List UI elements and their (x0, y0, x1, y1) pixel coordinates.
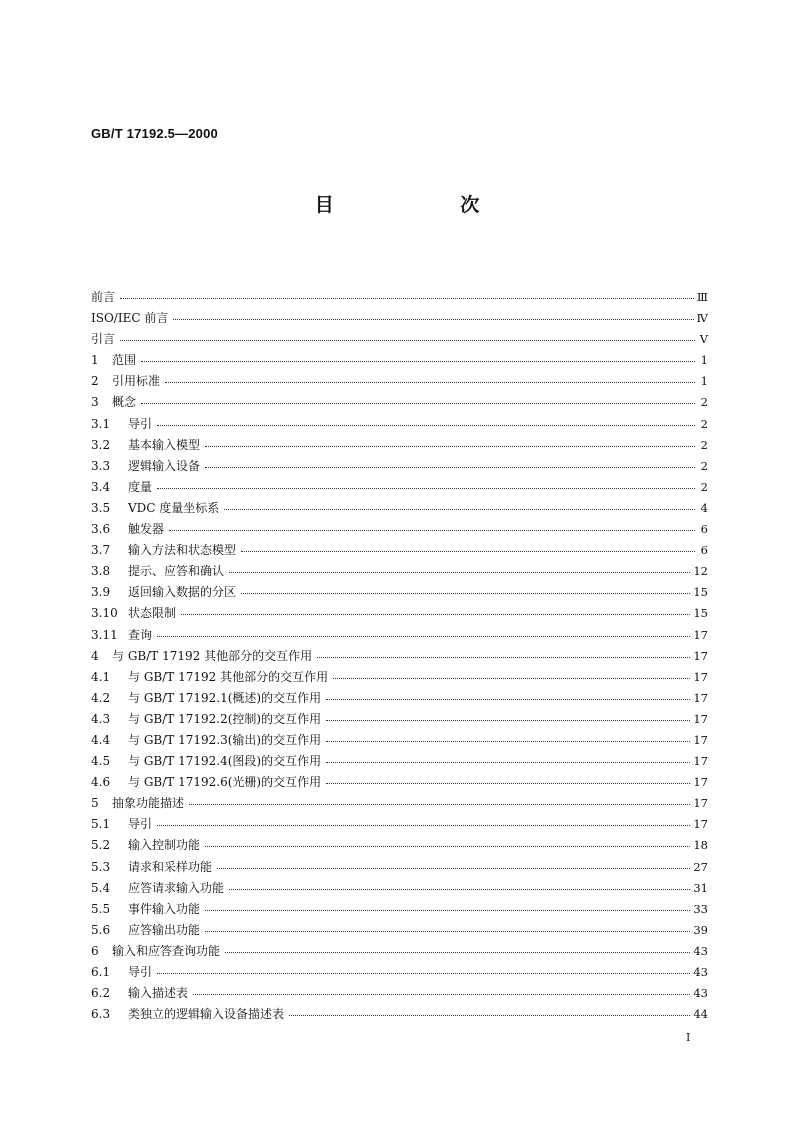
toc-entry-page: 17 (693, 754, 708, 769)
toc-entry[interactable] (91, 835, 708, 856)
toc-entry[interactable] (91, 435, 708, 456)
toc-dot-leader (326, 732, 690, 744)
toc-entry-title: 事件输入功能 (128, 901, 201, 916)
toc-dot-leader (120, 331, 695, 343)
toc-entry-title: 与 GB/T 17192.4(图段)的交互作用 (128, 754, 322, 769)
toc-entry-page: 6 (700, 522, 708, 537)
toc-entry-page: 15 (693, 585, 708, 600)
toc-entry-page: 43 (693, 943, 708, 958)
toc-dot-leader (189, 795, 690, 807)
toc-entry-page: 2 (700, 458, 708, 473)
toc-entry[interactable] (91, 582, 708, 603)
toc-dot-leader (157, 816, 690, 828)
toc-entry-page: Ⅲ (696, 290, 708, 304)
toc-entry-title: 导引 (128, 817, 153, 832)
toc-entry[interactable] (91, 1004, 708, 1025)
toc-entry[interactable] (91, 646, 708, 667)
toc-entry[interactable] (91, 793, 708, 814)
toc-entry[interactable] (91, 920, 708, 941)
toc-entry-page: Ⅴ (699, 332, 708, 347)
toc-entry[interactable] (91, 709, 708, 730)
toc-entry-title: 概念 (112, 395, 137, 410)
toc-entry[interactable] (91, 772, 708, 793)
toc-entry-number: 6.2 (91, 986, 111, 1001)
toc-entry-title: 与 GB/T 17192.1(概述)的交互作用 (128, 690, 322, 705)
toc-dot-leader (157, 479, 695, 491)
toc-entry-page: 2 (700, 416, 708, 431)
toc-entry-page: 31 (693, 880, 708, 895)
toc-entry[interactable] (91, 625, 708, 646)
toc-entry[interactable] (91, 561, 708, 582)
toc-entry[interactable] (91, 392, 708, 413)
toc-entry-number: 5.5 (91, 901, 111, 916)
toc-entry-title: 逻辑输入设备 (128, 458, 201, 473)
toc-entry-title: 与 GB/T 17192.3(输出)的交互作用 (128, 732, 322, 747)
toc-entry-page: 6 (700, 543, 708, 558)
toc-dot-leader (317, 648, 690, 660)
toc-entry-title: 查询 (128, 627, 153, 642)
toc-entry-number: 3.2 (91, 437, 111, 452)
toc-entry-number: 3.8 (91, 564, 111, 579)
toc-dot-leader (173, 310, 693, 322)
toc-dot-leader (157, 416, 695, 428)
toc-entry-page: 17 (693, 627, 708, 642)
toc-entry-title: 导引 (128, 416, 153, 431)
toc-entry-title: 引言 (91, 332, 116, 347)
toc-entry[interactable] (91, 498, 708, 519)
toc-entry[interactable] (91, 730, 708, 751)
toc-entry-page: Ⅳ (696, 311, 708, 326)
toc-entry-page: 17 (693, 711, 708, 726)
toc-entry-page: 17 (693, 690, 708, 705)
toc-entry-title: 抽象功能描述 (112, 796, 185, 811)
toc-dot-leader (120, 289, 694, 301)
toc-entry[interactable] (91, 603, 708, 624)
toc-entry-title: 输入描述表 (128, 986, 189, 1001)
toc-entry-page: 33 (693, 901, 708, 916)
toc-entry-title: 触发器 (128, 522, 165, 537)
toc-entry-title: 与 GB/T 17192 其他部分的交互作用 (112, 648, 313, 663)
toc-entry-title: 应答输出功能 (128, 922, 201, 937)
toc-entry-page: 17 (693, 796, 708, 811)
toc-entry-title: 与 GB/T 17192 其他部分的交互作用 (128, 669, 329, 684)
toc-title: 目 次 (314, 194, 540, 216)
toc-entry-page: 17 (693, 669, 708, 684)
toc-entry-title: 与 GB/T 17192.6(光栅)的交互作用 (128, 775, 322, 790)
toc-dot-leader (205, 458, 695, 470)
toc-dot-leader (333, 669, 690, 681)
toc-entry-title: 前言 (91, 290, 116, 304)
toc-entry-title: 输入和应答查询功能 (112, 943, 221, 958)
toc-dot-leader (229, 563, 690, 575)
toc-entry[interactable] (91, 519, 708, 540)
toc-entry-number: 4.2 (91, 690, 111, 705)
toc-entry-number: 2 (91, 374, 99, 389)
toc-entry[interactable] (91, 751, 708, 772)
toc-entry[interactable] (91, 456, 708, 477)
table-of-contents (91, 287, 708, 1025)
toc-entry-page: 1 (700, 374, 708, 389)
toc-entry-title: 类独立的逻辑输入设备描述表 (128, 1007, 285, 1022)
toc-entry-page: 27 (693, 859, 708, 874)
toc-dot-leader (157, 627, 690, 639)
toc-dot-leader (241, 542, 695, 554)
toc-entry-page: 43 (693, 965, 708, 979)
toc-entry[interactable] (91, 287, 708, 308)
toc-entry-page: 39 (693, 922, 708, 937)
toc-dot-leader (205, 901, 690, 913)
toc-entry-number: 3.9 (91, 585, 111, 600)
toc-dot-leader (225, 943, 690, 955)
toc-entry-page: 4 (700, 500, 708, 515)
toc-dot-leader (169, 521, 695, 533)
toc-dot-leader (326, 711, 690, 723)
toc-entry-number: 3.4 (91, 479, 111, 494)
toc-entry[interactable] (91, 350, 708, 371)
toc-entry-page: 2 (700, 395, 708, 410)
toc-entry-page: 12 (693, 564, 708, 579)
toc-entry-page: 2 (700, 479, 708, 494)
toc-dot-leader (181, 605, 690, 617)
toc-entry-page: 17 (693, 817, 708, 832)
toc-entry-title: 基本输入模型 (128, 437, 201, 452)
toc-entry-title: 范围 (112, 353, 137, 368)
toc-dot-leader (217, 859, 690, 871)
standard-code: GB/T 17192.5—2000 (91, 126, 218, 141)
toc-entry-page: 18 (693, 838, 708, 853)
toc-entry[interactable] (91, 878, 708, 899)
toc-entry-number: 4.6 (91, 775, 111, 790)
toc-entry[interactable] (91, 308, 708, 329)
toc-dot-leader (141, 352, 695, 364)
toc-entry[interactable] (91, 962, 708, 983)
toc-entry[interactable] (91, 899, 708, 920)
toc-entry-title: ISO/IEC 前言 (91, 311, 169, 326)
toc-entry-number: 5.1 (91, 817, 111, 832)
toc-entry-title: 引用标准 (112, 374, 161, 389)
toc-entry-number: 3.3 (91, 458, 111, 473)
toc-dot-leader (326, 774, 690, 786)
toc-entry[interactable] (91, 414, 708, 435)
toc-entry-page: 15 (693, 606, 708, 621)
toc-entry-number: 6 (91, 943, 99, 958)
toc-dot-leader (229, 880, 690, 892)
toc-entry-number: 4.1 (91, 669, 111, 684)
toc-dot-leader (165, 373, 695, 385)
toc-entry-number: 3 (91, 395, 99, 410)
toc-entry-title: VDC 度量坐标系 (128, 500, 220, 515)
toc-dot-leader (224, 500, 695, 512)
toc-entry-number: 5.6 (91, 922, 111, 937)
toc-entry-number: 5.4 (91, 880, 111, 895)
toc-dot-leader (141, 394, 695, 406)
toc-entry-number: 3.7 (91, 543, 111, 558)
toc-entry-page: 17 (693, 648, 708, 663)
toc-entry[interactable] (91, 667, 708, 688)
toc-entry-number: 5 (91, 796, 99, 811)
toc-entry-title: 状态限制 (128, 606, 177, 621)
toc-dot-leader (326, 690, 690, 702)
toc-entry-number: 6.3 (91, 1007, 111, 1022)
toc-entry-page: 1 (700, 353, 708, 368)
toc-entry-number: 4.4 (91, 732, 111, 747)
toc-entry-number: 4 (91, 648, 99, 663)
toc-entry[interactable] (91, 983, 708, 1004)
toc-entry-title: 度量 (128, 479, 153, 494)
toc-dot-leader (157, 964, 690, 976)
toc-dot-leader (289, 1006, 690, 1018)
toc-entry-number: 3.11 (91, 627, 118, 642)
toc-entry-title: 返回输入数据的分区 (128, 585, 237, 600)
toc-entry[interactable] (91, 477, 708, 498)
toc-entry-number: 3.1 (91, 416, 111, 431)
toc-entry-page: 17 (693, 775, 708, 790)
toc-entry-title: 输入方法和状态模型 (128, 543, 237, 558)
toc-entry-number: 3.6 (91, 522, 111, 537)
page-number: I (686, 1031, 691, 1044)
toc-entry[interactable] (91, 688, 708, 709)
toc-entry-title: 导引 (128, 965, 153, 979)
toc-entry-number: 1 (91, 353, 99, 368)
toc-entry-title: 提示、应答和确认 (128, 564, 225, 579)
toc-entry-number: 5.3 (91, 859, 111, 874)
toc-dot-leader (326, 753, 690, 765)
toc-entry[interactable] (91, 371, 708, 392)
toc-entry-page: 43 (693, 986, 708, 1001)
toc-entry-number: 5.2 (91, 838, 111, 853)
toc-dot-leader (193, 985, 690, 997)
toc-entry[interactable] (91, 329, 708, 350)
toc-entry-title: 应答请求输入功能 (128, 880, 225, 895)
toc-dot-leader (205, 437, 695, 449)
toc-entry-number: 3.5 (91, 500, 111, 515)
toc-entry-page: 2 (700, 437, 708, 452)
toc-dot-leader (205, 837, 690, 849)
toc-entry[interactable] (91, 857, 708, 878)
toc-entry-number: 4.3 (91, 711, 111, 726)
toc-entry[interactable] (91, 941, 708, 962)
toc-entry-number: 3.10 (91, 606, 118, 621)
toc-entry-page: 17 (693, 732, 708, 747)
toc-entry-title: 请求和采样功能 (128, 859, 213, 874)
toc-dot-leader (241, 584, 690, 596)
toc-entry-title: 与 GB/T 17192.2(控制)的交互作用 (128, 711, 322, 726)
toc-entry[interactable] (91, 814, 708, 835)
toc-entry-page: 44 (693, 1007, 708, 1022)
toc-entry-title: 输入控制功能 (128, 838, 201, 853)
toc-entry-number: 4.5 (91, 754, 111, 769)
toc-entry-number: 6.1 (91, 965, 111, 979)
toc-entry[interactable] (91, 540, 708, 561)
toc-dot-leader (205, 922, 690, 934)
